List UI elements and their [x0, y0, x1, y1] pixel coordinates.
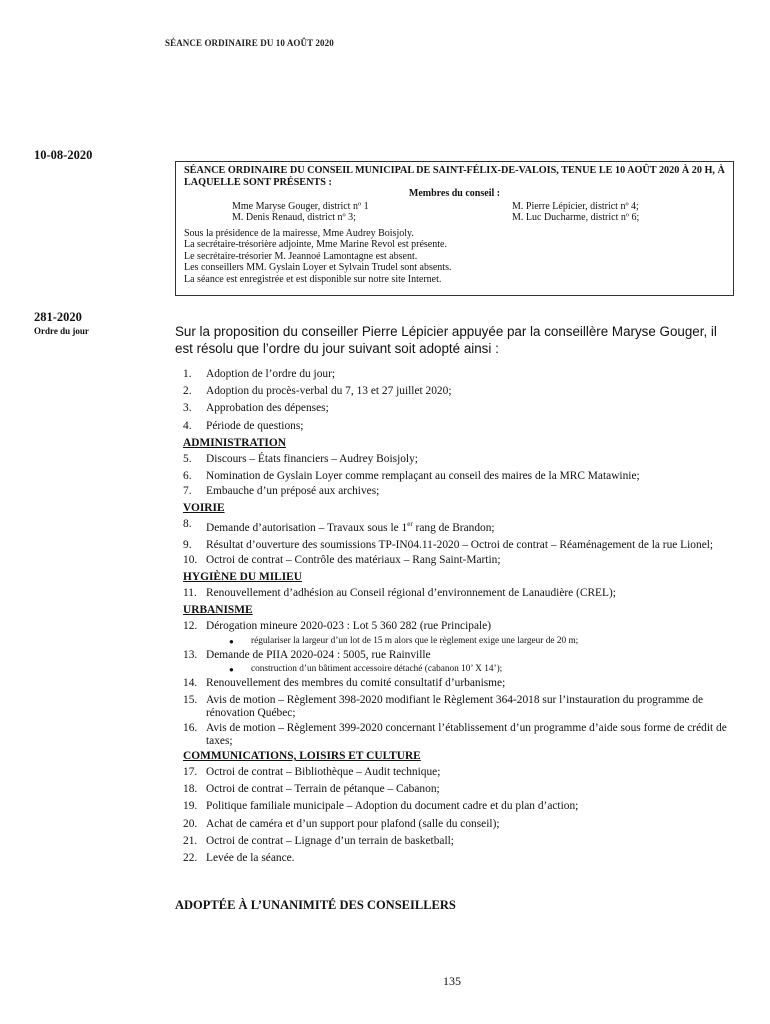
agenda-item	[183, 766, 738, 779]
item-text-part: Demande d’autorisation – Travaux sous le 1	[206, 521, 408, 534]
agenda-item	[183, 722, 738, 748]
attendance-note: Le secrétaire-trésorier M. Jeannoé Lamontagne est absent.	[184, 250, 418, 262]
resolution-number: 281-2020	[34, 310, 82, 324]
item-number: 16.	[183, 722, 198, 735]
item-number: 1.	[183, 368, 192, 380]
item-text: Avis de motion – Règlement 399-2020 concernant l’établissement d’un programme d’aide sous forme de crédit de taxes;	[206, 722, 727, 748]
item-number: 10.	[183, 554, 198, 567]
section-title-communications: COMMUNICATIONS, LOISIRS ET CULTURE	[183, 750, 421, 763]
page-number: 135	[443, 974, 461, 988]
item-text: Nomination de Gyslain Loyer comme remplaçant au conseil des maires de la MRC Matawinie;	[206, 469, 640, 482]
council-attendance-box	[175, 161, 734, 296]
members-title: Membres du conseil :	[408, 188, 501, 199]
item-number: 4.	[183, 419, 192, 432]
agenda-item	[183, 485, 738, 498]
agenda-item	[183, 554, 738, 567]
agenda-item	[183, 385, 738, 398]
item-number: 13.	[183, 648, 198, 661]
agenda-item	[183, 620, 738, 633]
item-text: Octroi de contrat – Contrôle des matériaux – Rang Saint-Martin;	[206, 554, 501, 567]
agenda-item	[183, 783, 738, 796]
agenda-item	[183, 470, 738, 483]
bullet-icon: ●	[229, 664, 234, 674]
item-text: Levée de la séance.	[206, 851, 295, 864]
item-number: 14.	[183, 676, 198, 689]
ordinal-superscript: er	[407, 520, 413, 529]
members-list	[184, 201, 725, 225]
item-text: Avis de motion – Règlement 398-2020 modifiant le Règlement 364-2018 sur l’instauration du programme de rénovation Québec;	[206, 694, 704, 720]
running-header: SÉANCE ORDINAIRE DU 10 AOÛT 2020	[165, 38, 334, 48]
item-text: Discours – États financiers – Audrey Boisjoly;	[206, 452, 418, 465]
agenda-item	[183, 420, 738, 433]
subitem-text: construction d’un bâtiment accessoire détaché (cabanon 10’ X 14’);	[251, 663, 503, 674]
item-text: Octroi de contrat – Bibliothèque – Audit technique;	[206, 766, 441, 779]
agenda-item	[183, 800, 738, 813]
item-number: 18.	[183, 783, 198, 796]
agenda-item	[183, 835, 738, 848]
item-text: Renouvellement d’adhésion au Conseil régional d’environnement de Lanaudière (CREL);	[206, 587, 616, 600]
meeting-date: 10-08-2020	[34, 148, 93, 162]
item-number: 11.	[183, 587, 197, 600]
item-text: Embauche d’un préposé aux archives;	[206, 484, 380, 497]
agenda-subitem	[229, 664, 738, 675]
attendance-note: Sous la présidence de la mairesse, Mme Audrey Boisjoly.	[184, 227, 414, 239]
item-text: Résultat d’ouverture des soumissions TP-IN04.11-2020 – Octroi de contrat – Réaménagement de la rue Lionel;	[206, 539, 714, 552]
item-text: Demande de PIIA 2020-024 : 5005, rue Rainville	[206, 648, 431, 661]
item-number: 22.	[183, 851, 198, 864]
item-text: Octroi de contrat – Lignage d’un terrain de basketball;	[206, 834, 454, 847]
attendance-notes	[184, 228, 725, 286]
item-text: Politique familiale municipale – Adoption du document cadre et du plan d’action;	[206, 800, 579, 813]
item-number: 15.	[183, 694, 198, 707]
council-member: M. Pierre Lépicier, district nº 4;	[512, 200, 639, 212]
item-number: 9.	[183, 539, 192, 552]
item-text: Achat de caméra et d’un support pour plafond (salle du conseil);	[206, 817, 500, 830]
item-number: 2.	[183, 385, 192, 398]
item-text: Octroi de contrat – Terrain de pétanque – Cabanon;	[206, 783, 440, 796]
item-text-part: rang de Brandon;	[412, 521, 495, 534]
council-member: M. Luc Ducharme, district nº 6;	[512, 211, 640, 223]
attendance-note: La séance est enregistrée et est disponible sur notre site Internet.	[184, 273, 442, 285]
agenda-item	[183, 402, 738, 415]
item-number: 8.	[183, 518, 192, 531]
resolution-label: Ordre du jour	[34, 326, 89, 336]
resolution-text: Sur la proposition du conseiller Pierre Lépicier appuyée par la conseillère Maryse Gouger, il est résolu que l’ordre du jour suivant soit adopté ainsi :	[175, 324, 717, 356]
item-text: Approbation des dépenses;	[206, 402, 329, 415]
item-number: 21.	[183, 834, 198, 847]
agenda-item	[183, 694, 738, 720]
section-title-hygiene: HYGIÈNE DU MILIEU	[183, 571, 302, 584]
section-title-voirie: VOIRIE	[183, 502, 225, 515]
section-title-urbanisme: URBANISME	[183, 604, 253, 617]
item-number: 20.	[183, 817, 198, 830]
agenda-item	[183, 677, 738, 690]
agenda-list	[183, 368, 738, 869]
item-text: Renouvellement des membres du comité consultatif d’urbanisme;	[206, 676, 506, 689]
item-number: 19.	[183, 800, 198, 813]
agenda-item	[183, 587, 738, 600]
section-title-administration: ADMINISTRATION	[183, 436, 286, 449]
agenda-item	[183, 368, 738, 381]
council-member: Mme Maryse Gouger, district nº 1	[232, 200, 369, 212]
item-text: Adoption du procès-verbal du 7, 13 et 27 juillet 2020;	[206, 385, 452, 398]
attendance-note: La secrétaire-trésorière adjointe, Mme Marine Revol est présente.	[184, 239, 447, 251]
item-text: Dérogation mineure 2020-023 : Lot 5 360 282 (rue Principale)	[206, 620, 492, 633]
item-number: 5.	[183, 452, 192, 465]
agenda-item	[183, 649, 738, 662]
council-member: M. Denis Renaud, district nº 3;	[232, 211, 356, 223]
item-number: 12.	[183, 620, 198, 633]
item-text: Période de questions;	[206, 419, 304, 432]
agenda-item	[183, 852, 738, 865]
item-text: Adoption de l’ordre du jour;	[206, 368, 336, 380]
bullet-icon: ●	[229, 636, 234, 646]
item-number: 3.	[183, 402, 192, 415]
agenda-item	[183, 518, 738, 535]
meeting-heading: SÉANCE ORDINAIRE DU CONSEIL MUNICIPAL DE SAINT-FÉLIX-DE-VALOIS, TENUE LE 10 AOÛT 2020 À 20 H, À LAQUELLE SONT PRÉSENTS :	[184, 165, 725, 188]
agenda-item	[183, 818, 738, 831]
attendance-note: Les conseillers MM. Gyslain Loyer et Sylvain Trudel sont absents.	[184, 262, 452, 274]
agenda-item	[183, 453, 738, 466]
item-number: 6.	[183, 469, 192, 482]
adoption-statement: ADOPTÉE À L’UNANIMITÉ DES CONSEILLERS	[175, 898, 456, 912]
agenda-subitem	[229, 636, 738, 647]
item-number: 17.	[183, 766, 198, 779]
item-number: 7.	[183, 484, 192, 497]
item-text	[206, 518, 738, 535]
agenda-item	[183, 539, 738, 552]
subitem-text: régulariser la largeur d’un lot de 15 m alors que le règlement exige une largeur de 20 m;	[251, 635, 579, 646]
